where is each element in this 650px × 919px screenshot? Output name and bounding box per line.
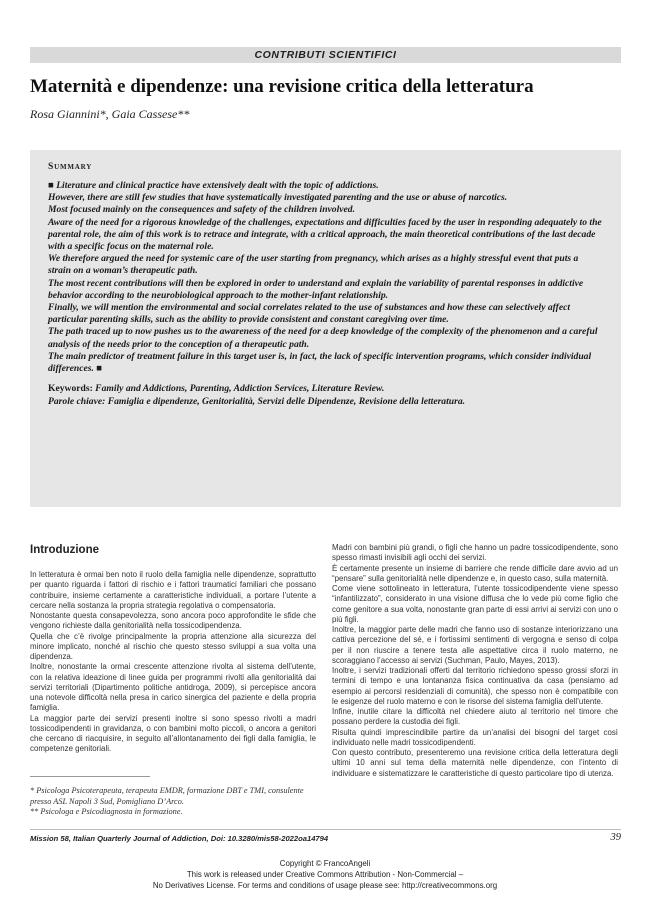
body-paragraph: Risulta quindi imprescindibile partire da un’analisi dei bisogni del target così individuato nelle madri tossicodipendenti. bbox=[332, 727, 618, 747]
footnote-divider bbox=[30, 776, 150, 777]
section-label: CONTRIBUTI SCIENTIFICI bbox=[30, 47, 621, 63]
footer-divider bbox=[30, 829, 621, 830]
summary-paragraph: We therefore argued the need for systemic care of the user starting from pregnancy, which arises as a highly stressful event that puts a strain on a woman’s therapeutic path. bbox=[48, 253, 579, 277]
parole-chiave-label: Parole chiave: bbox=[48, 395, 106, 407]
summary-paragraph: Aware of the need for a rigorous knowledge of the challenges, expectations and difficulties faced by the user in responding adequately to the parental role, the aim of this work is to retrace and integrate, with a critical approach, the main theoretical contributions of the last decade with a specific focus on the maternal role. bbox=[48, 216, 602, 253]
body-paragraph: Con questo contributo, presenteremo una revisione critica della letteratura degli ultimi 10 anni sul tema della maternità nelle dipendenze, con l’intento di individuare e sistematizzare le caratteristiche di questo particolare tipo di utenza. bbox=[332, 748, 618, 778]
keywords-line bbox=[48, 383, 603, 395]
body-paragraph: In letteratura è ormai ben noto il ruolo della famiglia nelle dipendenze, soprattutto per quanto riguarda i fattori di rischio e i fattori traumatici familiari che possano contribuire, insieme certamente a caratteristiche individuali, a portare l’utente a cercare nella sostanza la propria strategia regolativa o compensatoria. bbox=[30, 570, 316, 610]
summary-paragraph: Most focused mainly on the consequences and safety of the children involved. bbox=[48, 204, 355, 216]
body-paragraph: Madri con bambini più grandi, o figli che hanno un padre tossicodipendente, sono spesso rimasti invisibili agli occhi dei servizi. bbox=[332, 543, 618, 563]
summary-paragraph: The main predictor of treatment failure in this target user is, in fact, the lack of specific intervention programs, which consider individual differences. ■ bbox=[48, 350, 592, 375]
body-paragraph: Come viene sottolineato in letteratura, l’utente tossicodipendente viene spesso “infantilizzato”, considerato in una visione diffusa che lo vede più come figlio che come genitore a sua volta, nonostante gran parte di essi arrivi ai servizi con uno o più figli. bbox=[332, 584, 618, 624]
journal-citation: Mission 58, Italian Quarterly Journal of Addiction, Doi: 10.3280/mis58-2022oa14794 bbox=[30, 834, 329, 843]
parole-chiave-line bbox=[48, 396, 603, 408]
keywords-value: Family and Addictions, Parenting, Addiction Services, Literature Review. bbox=[95, 383, 385, 395]
footnote: * Psicologa Psicoterapeuta, terapeuta EMDR, formazione DBT e TMI, consulente presso ASL Napoli 3 Sud, Pomigliano D’Arco. bbox=[30, 786, 304, 806]
footnotes bbox=[30, 786, 320, 818]
keywords-label: Keywords: bbox=[48, 383, 93, 395]
authors: Rosa Giannini*, Gaia Cassese** bbox=[30, 107, 190, 121]
page-number: 39 bbox=[610, 832, 621, 843]
summary-paragraph: The path traced up to now pushes us to the awareness of the need for a deep knowledge of the complexity of the phenomenon and a careful analysis of the needs prior to the conception of a therapeutic path. bbox=[48, 326, 598, 350]
body-paragraph: Infine, inutile citare la difficoltà nel chiedere aiuto al territorio nel timore che possano perdere la custodia dei figli. bbox=[332, 707, 618, 727]
body-paragraph: Inoltre, la maggior parte delle madri che fanno uso di sostanze interiorizzano una cattiva percezione del sé, e i fortissimi sentimenti di vergogna e senso di colpa per il non riuscire a tenere testa alle aspettative circa il ruolo materno, ne scoraggiano l’accesso ai servizi (Suchman, Paulo, Mayes, 2013). bbox=[332, 625, 618, 665]
license-line: This work is released under Creative Commons Attribution - Non-Commercial – bbox=[186, 870, 464, 879]
copyright-line: Copyright © FrancoAngeli bbox=[279, 859, 371, 868]
keywords-block bbox=[48, 383, 603, 408]
body-paragraph: È certamente presente un insieme di barriere che rende difficile dare avvio ad un “pensare” sulla genitorialità nelle dipendenze e, in questo caso, sulla maternità. bbox=[332, 563, 618, 583]
summary-heading: Summary bbox=[48, 162, 93, 172]
intro-heading: Introduzione bbox=[30, 544, 99, 556]
summary-box bbox=[30, 150, 621, 507]
parole-chiave-value: Famiglia e dipendenze, Genitorialità, Servizi delle Dipendenze, Revisione della letteratura. bbox=[107, 395, 466, 407]
article-title: Maternità e dipendenze: una revisione critica della letteratura bbox=[30, 76, 534, 97]
license-terms-line: No Derivatives License. For terms and conditions of usage please see: http://creativecommons.org bbox=[152, 881, 498, 890]
summary-paragraph: The most recent contributions will then be explored in order to understand and explain the variability of parental responses in addictive behavior according to the neurobiological approach to the mother-infant relationship. bbox=[48, 277, 584, 301]
footnote: ** Psicologa e Psicodiagnosta in formazione. bbox=[30, 807, 183, 816]
body-paragraph: Inoltre, i servizi tradizionali offerti dal territorio richiedono spesso grossi sforzi in termini di tempo e una lontananza fisica continuativa da casa (pensiamo ad esempio ai percorsi residenziali di comunità), che spesso non è compatibile con le esigenze del ruolo materno e con le risorse del sistema famiglia dell’utente. bbox=[332, 666, 618, 706]
summary-paragraph: However, there are still few studies that have systematically investigated parenting and the use or abuse of narcotics. bbox=[48, 192, 508, 204]
summary-body bbox=[48, 180, 603, 375]
summary-paragraph: Finally, we will mention the environmental and social correlates related to the use of substances and how these can selectively affect particular parenting skills, such as the ability to provide consistent and constant caregiving over time. bbox=[48, 302, 571, 326]
left-column bbox=[30, 570, 316, 755]
summary-paragraph: ■ Literature and clinical practice have extensively dealt with the topic of addictions. bbox=[48, 180, 379, 191]
body-paragraph: Nonostante questa consapevolezza, sono ancora poco approfondite le sfide che vengono richieste dalla genitorialità nella tossicodipendenza. bbox=[30, 611, 316, 631]
body-paragraph: La maggior parte dei servizi presenti inoltre si sono spesso rivolti a madri tossicodipendenti in gravidanza, o con bambini molto piccoli, o ancora a genitori che cercano di riacquisire, in seguito all’allontanamento dei figli dalla famiglia, le competenze genitoriali. bbox=[30, 713, 316, 754]
body-paragraph: Inoltre, nonostante la ormai crescente attenzione rivolta al sistema dell’utente, con la relativa ideazione di linee guida per programmi rivolti alla genitorialità dai servizi territoriali (Dipartimento politiche antidroga, 2009), si percepisce ancora una notevole difficoltà nella presa in carico sinergica del paziente e della propria famiglia. bbox=[30, 662, 316, 713]
body-paragraph: Quella che c’è rivolge principalmente la propria attenzione alla sicurezza del minore implicato, nonché al rischio che questo stesso sviluppi a sua volta una dipendenza. bbox=[30, 631, 316, 661]
right-column bbox=[332, 543, 618, 779]
copyright-notice bbox=[0, 858, 650, 891]
